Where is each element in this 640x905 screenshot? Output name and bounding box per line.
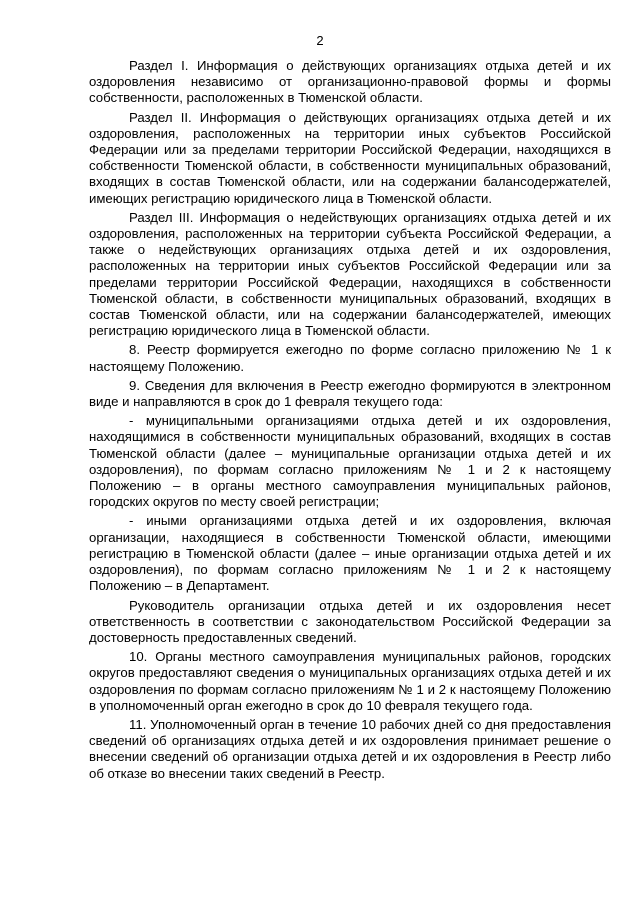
paragraph-item-9: 9. Сведения для включения в Реестр ежегодно формируются в электронном виде и направляются в срок до 1 февраля текущего года: <box>89 377 611 410</box>
page-number: 2 <box>316 33 324 48</box>
paragraph-item-9-municipal: - муниципальными организациями отдыха детей и их оздоровления, находящимися в собственности муниципальных образований, входящих в состав Тюменской области (далее – муниципальные организации отдыха детей и их оздоровления), по формам согласно приложениям № 1 и 2 к настоящему Положению – в органы местного самоуправления муниципальных районов, городских округов по месту своей регистрации; <box>89 413 611 510</box>
paragraph-responsibility: Руководитель организации отдыха детей и их оздоровления несет ответственность в соответствии с законодательством Российской Федерации за достоверность предоставленных сведений. <box>89 597 611 645</box>
document-body <box>89 58 611 785</box>
paragraph-item-10: 10. Органы местного самоуправления муниципальных районов, городских округов предоставляют сведения о муниципальных организациях отдыха детей и их оздоровления по формам согласно приложениям № 1 и 2 к настоящему Положению в уполномоченный орган ежегодно в срок до 10 февраля текущего года. <box>89 649 611 713</box>
paragraph-item-8: 8. Реестр формируется ежегодно по форме согласно приложению № 1 к настоящему Положению. <box>89 342 611 374</box>
paragraph-section-3: Раздел III. Информация о недействующих организациях отдыха детей и их оздоровления, расположенных на территории субъекта Российской Федерации, а также о недействующих организациях отдыха детей и их оздоровления, расположенных на территории иных субъектов Российской Федерации или за пределами территории Российской Федерации, находящихся в собственности Тюменской области, в собственности муниципальных образований, входящих в состав Тюменской области, или на содержании балансодержателей, имеющих регистрацию юридического лица в Тюменской области. <box>89 209 611 339</box>
paragraph-section-2: Раздел II. Информация о действующих организациях отдыха детей и их оздоровления, расположенных на территории иных субъектов Российской Федерации или за пределами территории Российской Федерации, находящихся в собственности Тюменской области, в собственности муниципальных образований, входящих в состав Тюменской области, или на содержании балансодержателей, имеющих регистрацию юридического лица в Тюменской области. <box>89 109 611 206</box>
paragraph-item-9-other: - иными организациями отдыха детей и их оздоровления, включая организации, находящиеся в собственности Тюменской области, имеющими регистрацию в Тюменской области (далее – иные организации отдыха детей и их оздоровления), по формам согласно приложениям № 1 и 2 к настоящему Положению – в Департамент. <box>89 513 611 594</box>
paragraph-item-11: 11. Уполномоченный орган в течение 10 рабочих дней со дня предоставления сведений об организациях отдыха детей и их оздоровления принимает решение о внесении сведений об организации отдыха детей и их оздоровления в Реестр либо об отказе во внесении таких сведений в Реестр. <box>89 716 611 781</box>
paragraph-section-1: Раздел I. Информация о действующих организациях отдыха детей и их оздоровления независимо от организационно-правовой формы и формы собственности, расположенных в Тюменской области. <box>89 58 611 106</box>
